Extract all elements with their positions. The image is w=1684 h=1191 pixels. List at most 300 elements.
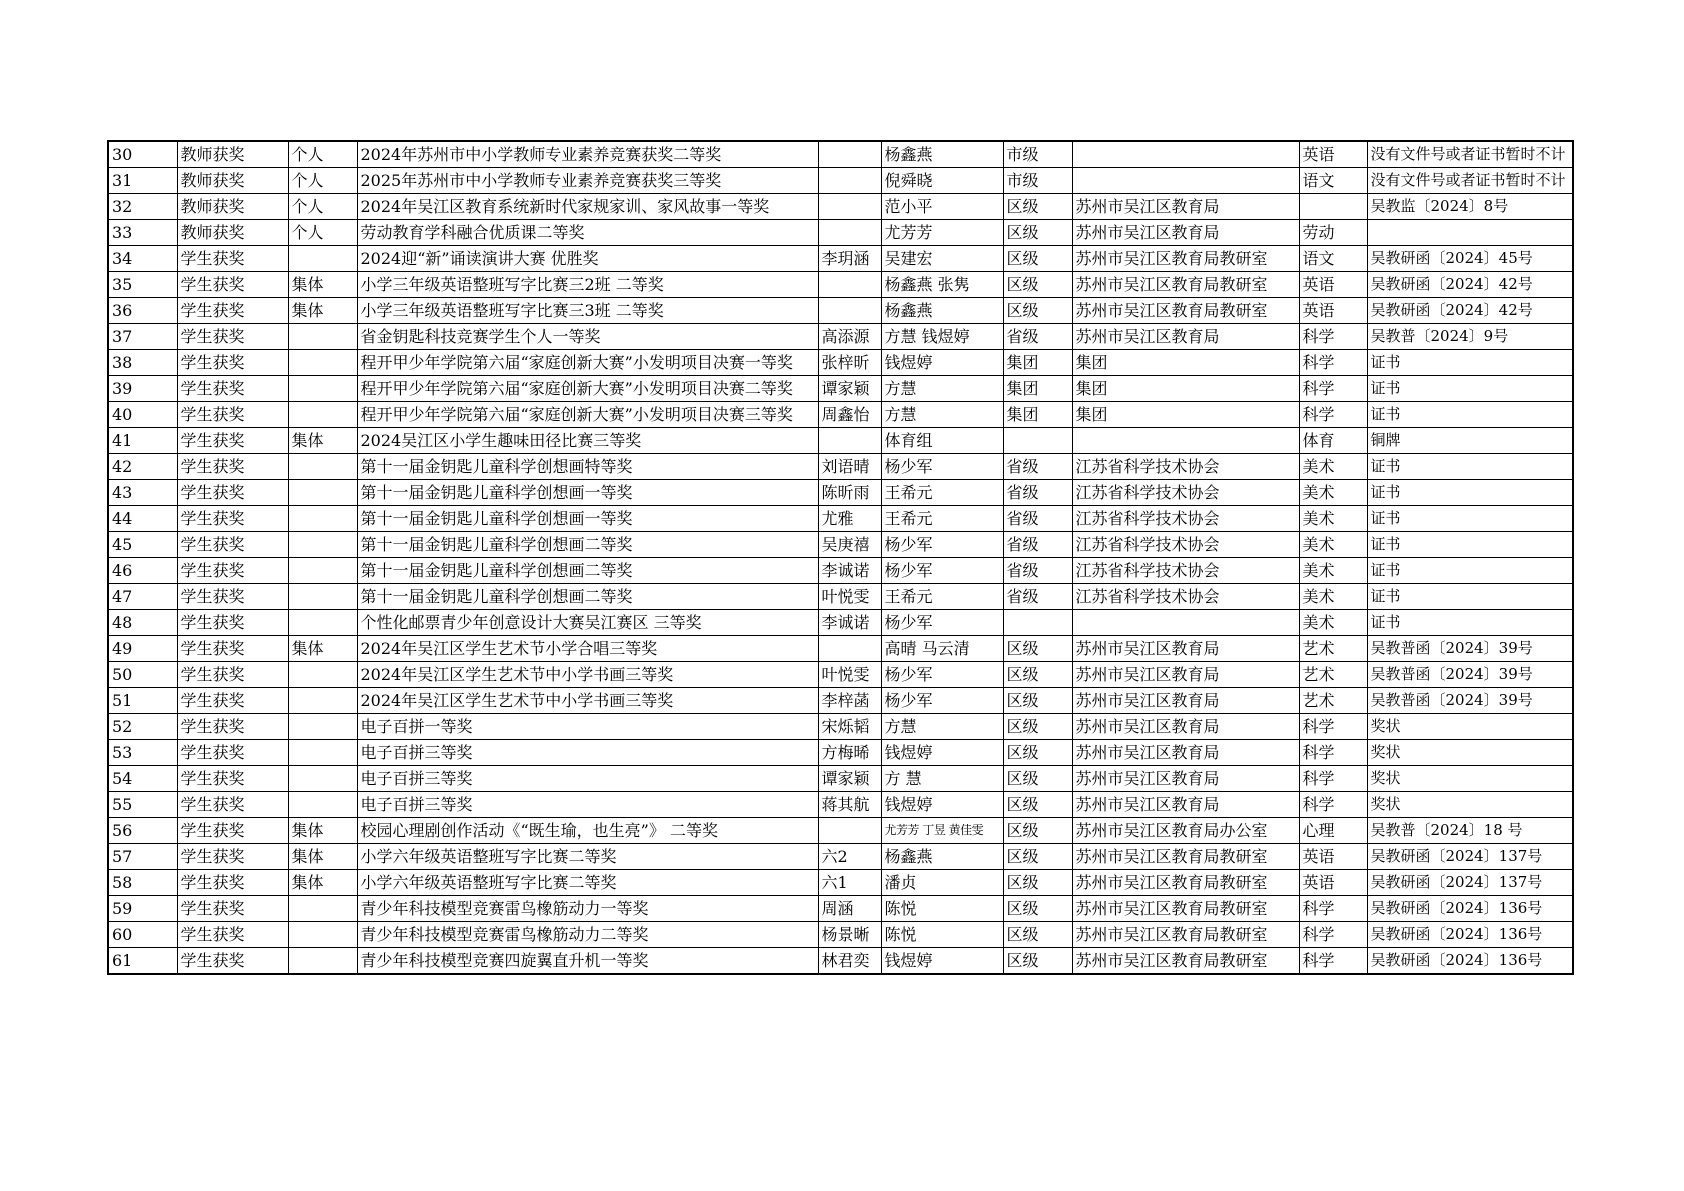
cell-award: 小学六年级英语整班写字比赛二等奖 — [357, 844, 818, 870]
cell-level: 省级 — [1003, 454, 1072, 480]
cell-num: 36 — [108, 298, 177, 324]
cell-category: 学生获奖 — [177, 948, 288, 975]
cell-award: 第十一届金钥匙儿童科学创想画特等奖 — [357, 454, 818, 480]
cell-student — [818, 298, 881, 324]
cell-level: 区级 — [1003, 844, 1072, 870]
cell-num: 60 — [108, 922, 177, 948]
cell-teacher: 范小平 — [881, 194, 1003, 220]
table-row — [108, 376, 1573, 402]
cell-award: 青少年科技模型竞赛雷鸟橡筋动力二等奖 — [357, 922, 818, 948]
cell-student: 李玥涵 — [818, 246, 881, 272]
table-row — [108, 402, 1573, 428]
cell-group: 集体 — [288, 844, 357, 870]
cell-level: 区级 — [1003, 922, 1072, 948]
cell-award: 程开甲少年学院第六届“家庭创新大赛”小发明项目决赛三等奖 — [357, 402, 818, 428]
cell-doc: 证书 — [1367, 506, 1573, 532]
cell-group — [288, 766, 357, 792]
cell-org: 江苏省科学技术协会 — [1072, 558, 1299, 584]
cell-student — [818, 272, 881, 298]
cell-subject: 语文 — [1299, 246, 1367, 272]
cell-level: 省级 — [1003, 324, 1072, 350]
cell-category: 学生获奖 — [177, 402, 288, 428]
cell-doc: 吴教研函〔2024〕136号 — [1367, 948, 1573, 975]
cell-org: 集团 — [1072, 376, 1299, 402]
cell-teacher: 杨鑫燕 — [881, 298, 1003, 324]
cell-group — [288, 376, 357, 402]
cell-student: 宋烁韬 — [818, 714, 881, 740]
cell-group — [288, 402, 357, 428]
cell-num: 41 — [108, 428, 177, 454]
cell-award: 第十一届金钥匙儿童科学创想画二等奖 — [357, 584, 818, 610]
cell-category: 学生获奖 — [177, 350, 288, 376]
cell-teacher: 杨少军 — [881, 662, 1003, 688]
cell-subject: 科学 — [1299, 948, 1367, 975]
cell-teacher: 杨少军 — [881, 454, 1003, 480]
cell-student — [818, 141, 881, 168]
cell-group — [288, 662, 357, 688]
cell-doc: 证书 — [1367, 402, 1573, 428]
cell-teacher: 杨鑫燕 张隽 — [881, 272, 1003, 298]
cell-teacher: 杨鑫燕 — [881, 844, 1003, 870]
cell-org: 苏州市吴江区教育局教研室 — [1072, 844, 1299, 870]
table-row — [108, 480, 1573, 506]
cell-student: 六2 — [818, 844, 881, 870]
cell-doc: 证书 — [1367, 610, 1573, 636]
cell-doc: 吴教研函〔2024〕136号 — [1367, 922, 1573, 948]
cell-category: 学生获奖 — [177, 584, 288, 610]
cell-level — [1003, 610, 1072, 636]
cell-group: 集体 — [288, 272, 357, 298]
cell-org — [1072, 428, 1299, 454]
cell-award: 第十一届金钥匙儿童科学创想画二等奖 — [357, 558, 818, 584]
cell-student — [818, 428, 881, 454]
cell-category: 学生获奖 — [177, 766, 288, 792]
cell-num: 49 — [108, 636, 177, 662]
cell-category: 学生获奖 — [177, 532, 288, 558]
cell-num: 57 — [108, 844, 177, 870]
table-row — [108, 922, 1573, 948]
cell-award: 青少年科技模型竞赛四旋翼直升机一等奖 — [357, 948, 818, 975]
cell-category: 学生获奖 — [177, 454, 288, 480]
cell-num: 55 — [108, 792, 177, 818]
cell-teacher: 王希元 — [881, 480, 1003, 506]
cell-group: 个人 — [288, 168, 357, 194]
cell-num: 46 — [108, 558, 177, 584]
cell-num: 30 — [108, 141, 177, 168]
cell-category: 学生获奖 — [177, 922, 288, 948]
cell-group — [288, 714, 357, 740]
table-row — [108, 584, 1573, 610]
cell-teacher: 潘贞 — [881, 870, 1003, 896]
table-row — [108, 818, 1573, 844]
cell-org: 苏州市吴江区教育局 — [1072, 740, 1299, 766]
cell-num: 48 — [108, 610, 177, 636]
cell-level: 市级 — [1003, 141, 1072, 168]
cell-org: 苏州市吴江区教育局 — [1072, 636, 1299, 662]
table-row — [108, 766, 1573, 792]
cell-subject: 科学 — [1299, 324, 1367, 350]
cell-award: 第十一届金钥匙儿童科学创想画二等奖 — [357, 532, 818, 558]
table-row — [108, 662, 1573, 688]
cell-doc: 证书 — [1367, 480, 1573, 506]
cell-award: 第十一届金钥匙儿童科学创想画一等奖 — [357, 480, 818, 506]
cell-group — [288, 922, 357, 948]
cell-student: 杨景晰 — [818, 922, 881, 948]
cell-group — [288, 896, 357, 922]
cell-subject: 科学 — [1299, 740, 1367, 766]
cell-teacher: 王希元 — [881, 506, 1003, 532]
cell-org — [1072, 610, 1299, 636]
cell-org: 苏州市吴江区教育局教研室 — [1072, 896, 1299, 922]
cell-group — [288, 792, 357, 818]
cell-subject: 科学 — [1299, 766, 1367, 792]
cell-level — [1003, 428, 1072, 454]
cell-category: 教师获奖 — [177, 168, 288, 194]
cell-num: 45 — [108, 532, 177, 558]
cell-group: 集体 — [288, 428, 357, 454]
cell-award: 2024年吴江区教育系统新时代家规家训、家风故事一等奖 — [357, 194, 818, 220]
cell-award: 2025年苏州市中小学教师专业素养竞赛获奖三等奖 — [357, 168, 818, 194]
cell-group — [288, 506, 357, 532]
cell-student: 六1 — [818, 870, 881, 896]
cell-group — [288, 688, 357, 714]
cell-doc: 奖状 — [1367, 740, 1573, 766]
cell-num: 43 — [108, 480, 177, 506]
cell-doc: 奖状 — [1367, 766, 1573, 792]
cell-doc: 吴教研函〔2024〕137号 — [1367, 844, 1573, 870]
cell-doc: 吴教普函〔2024〕39号 — [1367, 688, 1573, 714]
table-row — [108, 141, 1573, 168]
cell-org: 苏州市吴江区教育局 — [1072, 662, 1299, 688]
cell-teacher: 钱煜婷 — [881, 350, 1003, 376]
cell-subject: 科学 — [1299, 896, 1367, 922]
table-row — [108, 350, 1573, 376]
cell-teacher: 高晴 马云清 — [881, 636, 1003, 662]
table-row — [108, 220, 1573, 246]
cell-doc: 吴教监〔2024〕8号 — [1367, 194, 1573, 220]
cell-org: 苏州市吴江区教育局教研室 — [1072, 948, 1299, 975]
cell-num: 33 — [108, 220, 177, 246]
cell-student: 谭家颖 — [818, 766, 881, 792]
cell-doc: 没有文件号或者证书暂时不计 — [1367, 141, 1573, 168]
cell-num: 51 — [108, 688, 177, 714]
cell-level: 区级 — [1003, 714, 1072, 740]
cell-subject: 美术 — [1299, 610, 1367, 636]
cell-doc: 证书 — [1367, 532, 1573, 558]
cell-student: 周鑫怡 — [818, 402, 881, 428]
cell-subject: 英语 — [1299, 844, 1367, 870]
cell-category: 学生获奖 — [177, 480, 288, 506]
table-row — [108, 740, 1573, 766]
cell-org — [1072, 141, 1299, 168]
cell-category: 学生获奖 — [177, 506, 288, 532]
cell-doc: 奖状 — [1367, 792, 1573, 818]
cell-student: 李诚诺 — [818, 610, 881, 636]
cell-num: 54 — [108, 766, 177, 792]
cell-org: 苏州市吴江区教育局教研室 — [1072, 922, 1299, 948]
cell-subject: 艺术 — [1299, 688, 1367, 714]
cell-teacher: 杨鑫燕 — [881, 141, 1003, 168]
cell-num: 59 — [108, 896, 177, 922]
cell-subject: 科学 — [1299, 792, 1367, 818]
table-row — [108, 844, 1573, 870]
cell-org: 苏州市吴江区教育局 — [1072, 792, 1299, 818]
cell-num: 47 — [108, 584, 177, 610]
cell-award: 校园心理剧创作活动《“既生瑜，也生亮”》 二等奖 — [357, 818, 818, 844]
table-row — [108, 428, 1573, 454]
cell-student: 叶悦雯 — [818, 584, 881, 610]
cell-num: 34 — [108, 246, 177, 272]
cell-level: 集团 — [1003, 350, 1072, 376]
cell-group: 个人 — [288, 220, 357, 246]
cell-doc — [1367, 220, 1573, 246]
cell-subject: 英语 — [1299, 870, 1367, 896]
cell-subject: 美术 — [1299, 480, 1367, 506]
cell-doc: 奖状 — [1367, 714, 1573, 740]
cell-level: 省级 — [1003, 506, 1072, 532]
cell-group — [288, 584, 357, 610]
cell-award: 2024年吴江区学生艺术节中小学书画三等奖 — [357, 662, 818, 688]
cell-num: 32 — [108, 194, 177, 220]
cell-subject: 艺术 — [1299, 636, 1367, 662]
cell-award: 小学六年级英语整班写字比赛二等奖 — [357, 870, 818, 896]
cell-doc: 证书 — [1367, 350, 1573, 376]
cell-group — [288, 480, 357, 506]
cell-group — [288, 610, 357, 636]
cell-level: 省级 — [1003, 532, 1072, 558]
cell-award: 劳动教育学科融合优质课二等奖 — [357, 220, 818, 246]
cell-award: 电子百拼三等奖 — [357, 740, 818, 766]
cell-student: 刘语晴 — [818, 454, 881, 480]
cell-group — [288, 324, 357, 350]
cell-teacher: 方慧 — [881, 376, 1003, 402]
cell-org: 苏州市吴江区教育局教研室 — [1072, 870, 1299, 896]
cell-award: 个性化邮票青少年创意设计大赛吴江赛区 三等奖 — [357, 610, 818, 636]
cell-award: 省金钥匙科技竞赛学生个人一等奖 — [357, 324, 818, 350]
cell-student: 李梓菡 — [818, 688, 881, 714]
cell-award: 2024吴江区小学生趣味田径比赛三等奖 — [357, 428, 818, 454]
cell-group: 个人 — [288, 194, 357, 220]
cell-teacher: 钱煜婷 — [881, 740, 1003, 766]
cell-level: 市级 — [1003, 168, 1072, 194]
table-row — [108, 168, 1573, 194]
cell-category: 学生获奖 — [177, 662, 288, 688]
cell-category: 教师获奖 — [177, 220, 288, 246]
cell-org: 江苏省科学技术协会 — [1072, 506, 1299, 532]
cell-award: 青少年科技模型竞赛雷鸟橡筋动力一等奖 — [357, 896, 818, 922]
cell-award: 电子百拼三等奖 — [357, 766, 818, 792]
cell-subject: 心理 — [1299, 818, 1367, 844]
cell-subject: 美术 — [1299, 584, 1367, 610]
cell-award: 2024年吴江区学生艺术节小学合唱三等奖 — [357, 636, 818, 662]
cell-teacher: 倪舜晓 — [881, 168, 1003, 194]
cell-subject: 科学 — [1299, 402, 1367, 428]
table-row — [108, 298, 1573, 324]
cell-student: 林君奕 — [818, 948, 881, 975]
cell-org: 苏州市吴江区教育局教研室 — [1072, 246, 1299, 272]
cell-level: 省级 — [1003, 558, 1072, 584]
cell-doc: 证书 — [1367, 454, 1573, 480]
cell-category: 学生获奖 — [177, 610, 288, 636]
cell-level: 区级 — [1003, 220, 1072, 246]
cell-level: 区级 — [1003, 688, 1072, 714]
cell-student: 张梓昕 — [818, 350, 881, 376]
cell-group — [288, 454, 357, 480]
cell-teacher: 杨少军 — [881, 558, 1003, 584]
cell-doc: 吴教研函〔2024〕42号 — [1367, 272, 1573, 298]
cell-student: 周涵 — [818, 896, 881, 922]
table-row — [108, 272, 1573, 298]
cell-student — [818, 194, 881, 220]
cell-num: 58 — [108, 870, 177, 896]
cell-org: 江苏省科学技术协会 — [1072, 584, 1299, 610]
cell-teacher: 尤芳芳 — [881, 220, 1003, 246]
cell-group: 集体 — [288, 636, 357, 662]
cell-student: 谭家颖 — [818, 376, 881, 402]
cell-org: 苏州市吴江区教育局 — [1072, 194, 1299, 220]
cell-doc: 吴教普〔2024〕18 号 — [1367, 818, 1573, 844]
cell-group — [288, 948, 357, 975]
cell-subject: 科学 — [1299, 350, 1367, 376]
cell-org: 苏州市吴江区教育局办公室 — [1072, 818, 1299, 844]
table-row — [108, 532, 1573, 558]
cell-category: 学生获奖 — [177, 792, 288, 818]
cell-doc: 吴教研函〔2024〕137号 — [1367, 870, 1573, 896]
cell-level: 区级 — [1003, 662, 1072, 688]
cell-category: 学生获奖 — [177, 688, 288, 714]
table-row — [108, 610, 1573, 636]
cell-num: 53 — [108, 740, 177, 766]
cell-org: 江苏省科学技术协会 — [1072, 480, 1299, 506]
cell-award: 程开甲少年学院第六届“家庭创新大赛”小发明项目决赛一等奖 — [357, 350, 818, 376]
cell-student: 李诚诺 — [818, 558, 881, 584]
table-row — [108, 558, 1573, 584]
cell-student: 方梅晞 — [818, 740, 881, 766]
cell-subject: 语文 — [1299, 168, 1367, 194]
cell-student — [818, 818, 881, 844]
cell-level: 省级 — [1003, 480, 1072, 506]
cell-num: 35 — [108, 272, 177, 298]
cell-subject: 英语 — [1299, 298, 1367, 324]
table-row — [108, 688, 1573, 714]
cell-award: 电子百拼三等奖 — [357, 792, 818, 818]
cell-group — [288, 532, 357, 558]
cell-org: 苏州市吴江区教育局教研室 — [1072, 298, 1299, 324]
cell-award: 小学三年级英语整班写字比赛三2班 二等奖 — [357, 272, 818, 298]
cell-group: 个人 — [288, 141, 357, 168]
cell-org: 苏州市吴江区教育局 — [1072, 324, 1299, 350]
cell-category: 学生获奖 — [177, 246, 288, 272]
cell-subject: 体育 — [1299, 428, 1367, 454]
cell-num: 31 — [108, 168, 177, 194]
cell-num: 56 — [108, 818, 177, 844]
cell-num: 52 — [108, 714, 177, 740]
cell-num: 50 — [108, 662, 177, 688]
cell-award: 2024年苏州市中小学教师专业素养竞赛获奖二等奖 — [357, 141, 818, 168]
awards-tbody — [108, 141, 1573, 974]
cell-category: 学生获奖 — [177, 870, 288, 896]
cell-doc: 铜牌 — [1367, 428, 1573, 454]
cell-teacher: 体育组 — [881, 428, 1003, 454]
cell-org: 苏州市吴江区教育局 — [1072, 714, 1299, 740]
cell-student: 吴庚禧 — [818, 532, 881, 558]
table-row — [108, 948, 1573, 975]
cell-group — [288, 558, 357, 584]
cell-teacher: 王希元 — [881, 584, 1003, 610]
cell-level: 省级 — [1003, 584, 1072, 610]
cell-org: 苏州市吴江区教育局 — [1072, 220, 1299, 246]
cell-teacher: 方慧 — [881, 402, 1003, 428]
cell-level: 集团 — [1003, 376, 1072, 402]
cell-subject — [1299, 194, 1367, 220]
cell-org: 江苏省科学技术协会 — [1072, 454, 1299, 480]
cell-student: 蒋其航 — [818, 792, 881, 818]
cell-subject: 美术 — [1299, 532, 1367, 558]
cell-teacher: 尤芳芳 丁昱 黄佳雯 — [881, 818, 1003, 844]
cell-award: 电子百拼一等奖 — [357, 714, 818, 740]
cell-org: 苏州市吴江区教育局教研室 — [1072, 272, 1299, 298]
cell-group — [288, 350, 357, 376]
table-row — [108, 454, 1573, 480]
cell-student — [818, 168, 881, 194]
cell-doc: 没有文件号或者证书暂时不计 — [1367, 168, 1573, 194]
cell-num: 61 — [108, 948, 177, 975]
cell-category: 学生获奖 — [177, 844, 288, 870]
cell-level: 区级 — [1003, 896, 1072, 922]
cell-category: 学生获奖 — [177, 896, 288, 922]
table-row — [108, 246, 1573, 272]
cell-subject: 科学 — [1299, 714, 1367, 740]
cell-num: 44 — [108, 506, 177, 532]
cell-award: 程开甲少年学院第六届“家庭创新大赛”小发明项目决赛二等奖 — [357, 376, 818, 402]
cell-award: 第十一届金钥匙儿童科学创想画一等奖 — [357, 506, 818, 532]
cell-student: 高添源 — [818, 324, 881, 350]
cell-student — [818, 636, 881, 662]
cell-category: 学生获奖 — [177, 636, 288, 662]
cell-category: 学生获奖 — [177, 298, 288, 324]
cell-category: 学生获奖 — [177, 428, 288, 454]
cell-category: 教师获奖 — [177, 194, 288, 220]
table-row — [108, 792, 1573, 818]
cell-student: 叶悦雯 — [818, 662, 881, 688]
cell-teacher: 陈悦 — [881, 896, 1003, 922]
cell-org: 集团 — [1072, 402, 1299, 428]
cell-teacher: 杨少军 — [881, 610, 1003, 636]
cell-num: 39 — [108, 376, 177, 402]
cell-category: 学生获奖 — [177, 818, 288, 844]
cell-subject: 劳动 — [1299, 220, 1367, 246]
cell-doc: 吴教研函〔2024〕136号 — [1367, 896, 1573, 922]
cell-group: 集体 — [288, 818, 357, 844]
cell-group: 集体 — [288, 870, 357, 896]
cell-level: 区级 — [1003, 298, 1072, 324]
cell-doc: 吴教普〔2024〕9号 — [1367, 324, 1573, 350]
cell-level: 区级 — [1003, 818, 1072, 844]
cell-doc: 证书 — [1367, 584, 1573, 610]
cell-award: 2024迎“新”诵读演讲大赛 优胜奖 — [357, 246, 818, 272]
cell-num: 42 — [108, 454, 177, 480]
cell-student: 尤雅 — [818, 506, 881, 532]
cell-subject: 美术 — [1299, 506, 1367, 532]
cell-teacher: 方 慧 — [881, 766, 1003, 792]
cell-level: 区级 — [1003, 948, 1072, 975]
cell-level: 区级 — [1003, 740, 1072, 766]
cell-subject: 艺术 — [1299, 662, 1367, 688]
cell-student — [818, 220, 881, 246]
cell-category: 学生获奖 — [177, 740, 288, 766]
table-row — [108, 714, 1573, 740]
cell-org: 苏州市吴江区教育局 — [1072, 766, 1299, 792]
